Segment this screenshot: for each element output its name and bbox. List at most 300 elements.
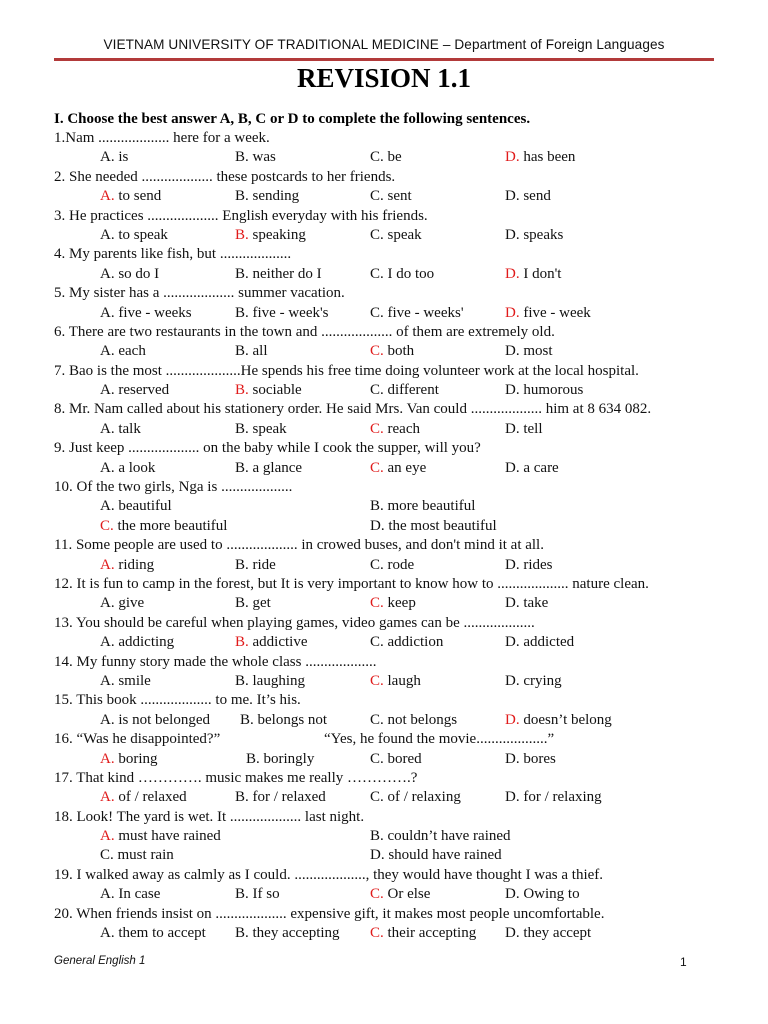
option-letter: C. xyxy=(370,420,384,437)
option-text: was xyxy=(252,149,276,166)
option-text: neither do I xyxy=(252,265,322,282)
option-letter: A. xyxy=(100,828,115,845)
answer-option xyxy=(505,633,574,652)
options-row xyxy=(54,711,744,730)
option-letter: A. xyxy=(100,886,115,903)
option-text: beautiful xyxy=(118,498,172,515)
option-text: five - week's xyxy=(252,304,329,321)
option-letter: C. xyxy=(370,886,384,903)
option-letter: B. xyxy=(235,925,249,942)
question-stem: 15. This book ................... to me. It’s his. xyxy=(54,692,301,709)
option-text: sociable xyxy=(252,382,302,399)
option-letter: B. xyxy=(370,498,384,515)
option-letter: A. xyxy=(100,459,115,476)
question-text xyxy=(54,769,744,788)
answer-option xyxy=(370,420,420,439)
answer-option xyxy=(370,924,476,943)
option-letter: D. xyxy=(505,226,520,243)
answer-option xyxy=(235,265,322,284)
answer-option xyxy=(505,304,591,323)
option-text: belongs not xyxy=(257,711,328,728)
option-letter: C. xyxy=(370,343,384,360)
footer-course: General English 1 xyxy=(54,955,146,967)
answer-option xyxy=(370,846,502,865)
answer-option xyxy=(100,750,158,769)
page-title: REVISION 1.1 xyxy=(296,63,472,93)
option-text: more beautiful xyxy=(387,498,476,515)
answer-option xyxy=(100,381,169,400)
option-text: they accept xyxy=(523,925,592,942)
answer-option xyxy=(100,711,210,730)
options-row xyxy=(54,788,744,807)
answer-option xyxy=(100,556,154,575)
option-letter: B. xyxy=(235,420,249,437)
question-stem-continuation: “Yes, he found the movie...................” xyxy=(324,731,555,748)
answer-option xyxy=(505,788,602,807)
option-letter: B. xyxy=(235,226,249,243)
option-letter: B. xyxy=(246,750,260,767)
option-text: they accepting xyxy=(252,925,340,942)
option-letter: B. xyxy=(235,304,249,321)
question-text xyxy=(54,207,744,226)
answer-option xyxy=(505,381,583,400)
option-text: their accepting xyxy=(387,925,477,942)
answer-option xyxy=(370,594,416,613)
option-text: keep xyxy=(387,595,416,612)
option-letter: A. xyxy=(100,556,115,573)
option-letter: C. xyxy=(370,556,384,573)
answer-option xyxy=(100,342,146,361)
option-text: for / relaxed xyxy=(252,789,326,806)
option-letter: D. xyxy=(505,595,520,612)
option-letter: B. xyxy=(235,886,249,903)
option-text: the most beautiful xyxy=(388,517,497,534)
option-text: for / relaxing xyxy=(523,789,602,806)
question-stem: 5. My sister has a ................... summer vacation. xyxy=(54,285,345,302)
option-text: must rain xyxy=(117,847,174,864)
option-letter: B. xyxy=(235,382,249,399)
option-letter: B. xyxy=(235,556,249,573)
answer-option xyxy=(370,226,422,245)
option-text: bored xyxy=(387,750,422,767)
answer-option xyxy=(235,633,308,652)
question-stem: 12. It is fun to camp in the forest, but It is very important to know how to ................... nature clean. xyxy=(54,575,649,592)
option-text: all xyxy=(252,343,268,360)
option-text: give xyxy=(118,595,145,612)
answer-option xyxy=(100,459,155,478)
option-letter: A. xyxy=(100,750,115,767)
options-row xyxy=(54,148,744,167)
option-letter: D. xyxy=(505,711,520,728)
question-stem: 4. My parents like fish, but ................... xyxy=(54,246,292,263)
question-stem: 6. There are two restaurants in the town and ................... of them are extremely old. xyxy=(54,323,555,340)
option-letter: D. xyxy=(505,459,520,476)
option-text: ride xyxy=(252,556,276,573)
option-text: addictive xyxy=(252,634,308,651)
question-stem: 11. Some people are used to ................... in crowed buses, and don't mind it at all. xyxy=(54,537,544,554)
answer-option xyxy=(370,342,414,361)
option-letter: D. xyxy=(505,343,520,360)
option-letter: D. xyxy=(505,382,520,399)
answer-option xyxy=(505,711,612,730)
answer-option xyxy=(235,459,302,478)
answer-option xyxy=(370,497,475,516)
option-text: a care xyxy=(523,459,559,476)
option-text: each xyxy=(118,343,146,360)
option-letter: C. xyxy=(370,188,384,205)
option-letter: A. xyxy=(100,498,115,515)
option-letter: D. xyxy=(505,672,520,689)
answer-option xyxy=(100,788,187,807)
option-text: both xyxy=(387,343,415,360)
options-row xyxy=(54,885,744,904)
answer-option xyxy=(370,459,426,478)
question-text xyxy=(54,691,744,710)
option-text: send xyxy=(523,188,551,205)
answer-option xyxy=(505,924,591,943)
answer-option xyxy=(235,148,276,167)
option-text: of / relaxed xyxy=(118,789,187,806)
answer-option xyxy=(505,148,575,167)
options-row xyxy=(54,556,744,575)
option-letter: A. xyxy=(100,226,115,243)
option-letter: B. xyxy=(235,188,249,205)
option-letter: A. xyxy=(100,382,115,399)
option-letter: C. xyxy=(370,595,384,612)
options-row xyxy=(54,226,744,245)
question-stem: 7. Bao is the most ....................He spends his free time doing volunteer work at the local hospital. xyxy=(54,362,639,379)
answer-option xyxy=(505,226,563,245)
option-letter: D. xyxy=(370,517,385,534)
options-row xyxy=(54,459,744,478)
options-row xyxy=(54,420,744,439)
option-text: five - weeks' xyxy=(387,304,464,321)
answer-option xyxy=(370,265,434,284)
header-divider xyxy=(54,58,714,61)
question-text xyxy=(54,362,744,381)
answer-option xyxy=(505,187,551,206)
answer-option xyxy=(100,517,227,536)
option-text: humorous xyxy=(523,382,584,399)
question-text xyxy=(54,866,744,885)
question-stem: 20. When friends insist on ................... expensive gift, it makes most people uncomfortable. xyxy=(54,905,605,922)
option-text: them to accept xyxy=(118,925,206,942)
option-letter: C. xyxy=(370,459,384,476)
answer-option xyxy=(235,304,329,323)
answer-option xyxy=(235,187,299,206)
option-letter: C. xyxy=(370,711,384,728)
options-row xyxy=(54,672,744,691)
question-stem: 3. He practices ................... English everyday with his friends. xyxy=(54,207,428,224)
answer-option xyxy=(370,304,464,323)
answer-option xyxy=(100,885,160,904)
options-row xyxy=(54,265,744,284)
question-stem: 19. I walked away as calmly as I could. ..................., they would have thought I was a thief. xyxy=(54,866,604,883)
option-text: couldn’t have rained xyxy=(387,828,511,845)
answer-option xyxy=(100,594,144,613)
question-text xyxy=(54,575,744,594)
option-letter: B. xyxy=(370,828,384,845)
answer-option xyxy=(370,827,511,846)
option-letter: A. xyxy=(100,595,115,612)
option-letter: D. xyxy=(505,149,520,166)
option-letter: A. xyxy=(100,420,115,437)
option-text: addiction xyxy=(387,634,444,651)
answer-option xyxy=(370,788,461,807)
question-text xyxy=(54,614,744,633)
option-text: boringly xyxy=(263,750,315,767)
question-text xyxy=(54,653,744,672)
option-text: crying xyxy=(523,672,562,689)
option-letter: C. xyxy=(100,517,114,534)
answer-option xyxy=(100,924,206,943)
option-text: reserved xyxy=(118,382,170,399)
option-text: so do I xyxy=(118,265,160,282)
option-text: boring xyxy=(118,750,158,767)
option-text: sent xyxy=(387,188,412,205)
page-header: VIETNAM UNIVERSITY OF TRADITIONAL MEDICINE – Department of Foreign Languages xyxy=(103,37,665,52)
options-row xyxy=(54,924,744,943)
answer-option xyxy=(100,420,141,439)
option-text: laughing xyxy=(252,672,306,689)
answer-option xyxy=(370,381,439,400)
answer-option xyxy=(370,672,421,691)
option-letter: D. xyxy=(505,886,520,903)
option-letter: D. xyxy=(370,847,385,864)
question-text xyxy=(54,730,744,749)
option-text: not belongs xyxy=(387,711,458,728)
option-text: five - weeks xyxy=(118,304,192,321)
option-letter: D. xyxy=(505,634,520,651)
option-letter: B. xyxy=(235,595,249,612)
option-letter: C. xyxy=(370,750,384,767)
answer-option xyxy=(370,885,430,904)
question-text xyxy=(54,905,744,924)
option-text: If so xyxy=(252,886,280,903)
option-text: addicting xyxy=(118,634,175,651)
answer-option xyxy=(100,633,174,652)
option-letter: C. xyxy=(370,226,384,243)
question-text xyxy=(54,323,744,342)
answer-option xyxy=(370,711,457,730)
options-row xyxy=(54,633,744,652)
option-text: Owing to xyxy=(523,886,580,903)
answer-option xyxy=(370,517,497,536)
answer-option xyxy=(100,497,172,516)
answer-option xyxy=(505,594,548,613)
question-text xyxy=(54,284,744,303)
answer-option xyxy=(100,148,128,167)
option-text: must have rained xyxy=(118,828,221,845)
option-text: should have rained xyxy=(388,847,502,864)
answer-option xyxy=(235,420,287,439)
option-text: is xyxy=(118,149,129,166)
answer-option xyxy=(100,304,192,323)
option-text: most xyxy=(523,343,553,360)
option-letter: C. xyxy=(370,149,384,166)
option-letter: B. xyxy=(235,634,249,651)
answer-option xyxy=(505,885,580,904)
option-letter: C. xyxy=(100,847,114,864)
option-text: has been xyxy=(523,149,576,166)
answer-option xyxy=(370,148,402,167)
answer-option xyxy=(246,750,314,769)
question-stem: 1.Nam ................... here for a week. xyxy=(54,130,270,146)
option-letter: D. xyxy=(505,556,520,573)
option-text: be xyxy=(387,149,402,166)
option-text: smile xyxy=(118,672,151,689)
answer-option xyxy=(370,633,443,652)
option-text: to speak xyxy=(118,226,168,243)
option-text: speak xyxy=(387,226,422,243)
option-text: speaking xyxy=(252,226,306,243)
answer-option xyxy=(235,226,306,245)
option-text: an eye xyxy=(387,459,427,476)
option-text: I do too xyxy=(387,265,435,282)
answer-option xyxy=(370,750,422,769)
question-stem: 18. Look! The yard is wet. It ................... last night. xyxy=(54,808,365,825)
question-text xyxy=(54,168,744,187)
option-text: a glance xyxy=(252,459,303,476)
option-letter: A. xyxy=(100,711,115,728)
answer-option xyxy=(505,342,553,361)
option-text: In case xyxy=(118,886,161,903)
question-stem: 8. Mr. Nam called about his stationery order. He said Mrs. Van could ................... him at 8 634 082. xyxy=(54,401,652,418)
option-text: Or else xyxy=(387,886,431,903)
answer-option xyxy=(240,711,327,730)
option-letter: D. xyxy=(505,304,520,321)
answer-option xyxy=(235,381,302,400)
option-letter: D. xyxy=(505,789,520,806)
answer-option xyxy=(235,556,276,575)
option-letter: D. xyxy=(505,188,520,205)
option-letter: C. xyxy=(370,925,384,942)
option-text: five - week xyxy=(523,304,591,321)
answer-option xyxy=(235,342,268,361)
options-row xyxy=(54,594,744,613)
question-stem: 10. Of the two girls, Nga is ................... xyxy=(54,479,293,496)
answer-option xyxy=(370,556,414,575)
option-letter: C. xyxy=(370,634,384,651)
answer-option xyxy=(235,788,326,807)
option-text: the more beautiful xyxy=(117,517,228,534)
option-text: tell xyxy=(523,420,543,437)
option-letter: C. xyxy=(370,789,384,806)
option-text: bores xyxy=(523,750,556,767)
answer-option xyxy=(505,672,562,691)
answer-option xyxy=(100,672,151,691)
option-text: rides xyxy=(523,556,553,573)
option-letter: B. xyxy=(235,789,249,806)
question-text xyxy=(54,245,744,264)
options-row xyxy=(54,750,744,769)
option-text: talk xyxy=(118,420,141,437)
answer-option xyxy=(100,265,159,284)
option-text: rode xyxy=(387,556,415,573)
section-instruction: I. Choose the best answer A, B, C or D to complete the following sentences. xyxy=(54,111,531,127)
answer-option xyxy=(100,226,168,245)
option-text: take xyxy=(523,595,549,612)
option-letter: A. xyxy=(100,149,115,166)
question-text xyxy=(54,400,744,419)
question-list xyxy=(54,129,744,943)
option-letter: C. xyxy=(370,304,384,321)
question-text xyxy=(54,536,744,555)
option-text: a look xyxy=(118,459,156,476)
options-row xyxy=(54,381,744,400)
options-row xyxy=(54,304,744,323)
answer-option xyxy=(370,187,412,206)
option-letter: A. xyxy=(100,634,115,651)
option-text: reach xyxy=(387,420,420,437)
answer-option xyxy=(505,556,553,575)
option-text: addicted xyxy=(523,634,575,651)
answer-option xyxy=(100,827,221,846)
option-text: I don't xyxy=(523,265,562,282)
option-letter: B. xyxy=(235,459,249,476)
option-letter: A. xyxy=(100,343,115,360)
option-letter: B. xyxy=(235,265,249,282)
options-row xyxy=(54,827,744,846)
option-letter: C. xyxy=(370,672,384,689)
option-letter: C. xyxy=(370,382,384,399)
option-text: sending xyxy=(252,188,300,205)
option-text: of / relaxing xyxy=(387,789,461,806)
footer-page-number: 1 xyxy=(680,955,687,969)
question-stem: 16. “Was he disappointed?” xyxy=(54,731,221,748)
option-letter: D. xyxy=(505,925,520,942)
option-text: doesn’t belong xyxy=(523,711,612,728)
question-text xyxy=(54,478,744,497)
option-letter: A. xyxy=(100,789,115,806)
answer-option xyxy=(100,846,174,865)
option-text: different xyxy=(387,382,439,399)
question-stem: 13. You should be careful when playing games, video games can be ................... xyxy=(54,614,535,631)
question-stem: 9. Just keep ................... on the baby while I cook the supper, will you? xyxy=(54,440,481,457)
option-text: speak xyxy=(252,420,287,437)
option-letter: A. xyxy=(100,672,115,689)
answer-option xyxy=(235,594,271,613)
options-row xyxy=(54,517,744,536)
option-letter: B. xyxy=(240,711,254,728)
question-text xyxy=(54,808,744,827)
option-letter: A. xyxy=(100,304,115,321)
option-text: riding xyxy=(118,556,155,573)
answer-option xyxy=(505,265,561,284)
option-text: is not belonged xyxy=(118,711,210,728)
answer-option xyxy=(505,420,543,439)
question-stem: 17. That kind …………. music makes me really ………….? xyxy=(54,769,418,786)
option-letter: D. xyxy=(505,420,520,437)
answer-option xyxy=(235,672,305,691)
option-letter: A. xyxy=(100,265,115,282)
question-text xyxy=(54,129,744,148)
option-text: speaks xyxy=(523,226,564,243)
answer-option xyxy=(505,750,556,769)
options-row xyxy=(54,846,744,865)
option-letter: D. xyxy=(505,265,520,282)
option-text: laugh xyxy=(387,672,421,689)
answer-option xyxy=(235,924,340,943)
answer-option xyxy=(235,885,280,904)
option-letter: B. xyxy=(235,343,249,360)
option-letter: A. xyxy=(100,925,115,942)
option-letter: D. xyxy=(505,750,520,767)
option-text: to send xyxy=(118,188,162,205)
option-text: get xyxy=(252,595,271,612)
question-stem: 14. My funny story made the whole class ................... xyxy=(54,653,377,670)
options-row xyxy=(54,187,744,206)
